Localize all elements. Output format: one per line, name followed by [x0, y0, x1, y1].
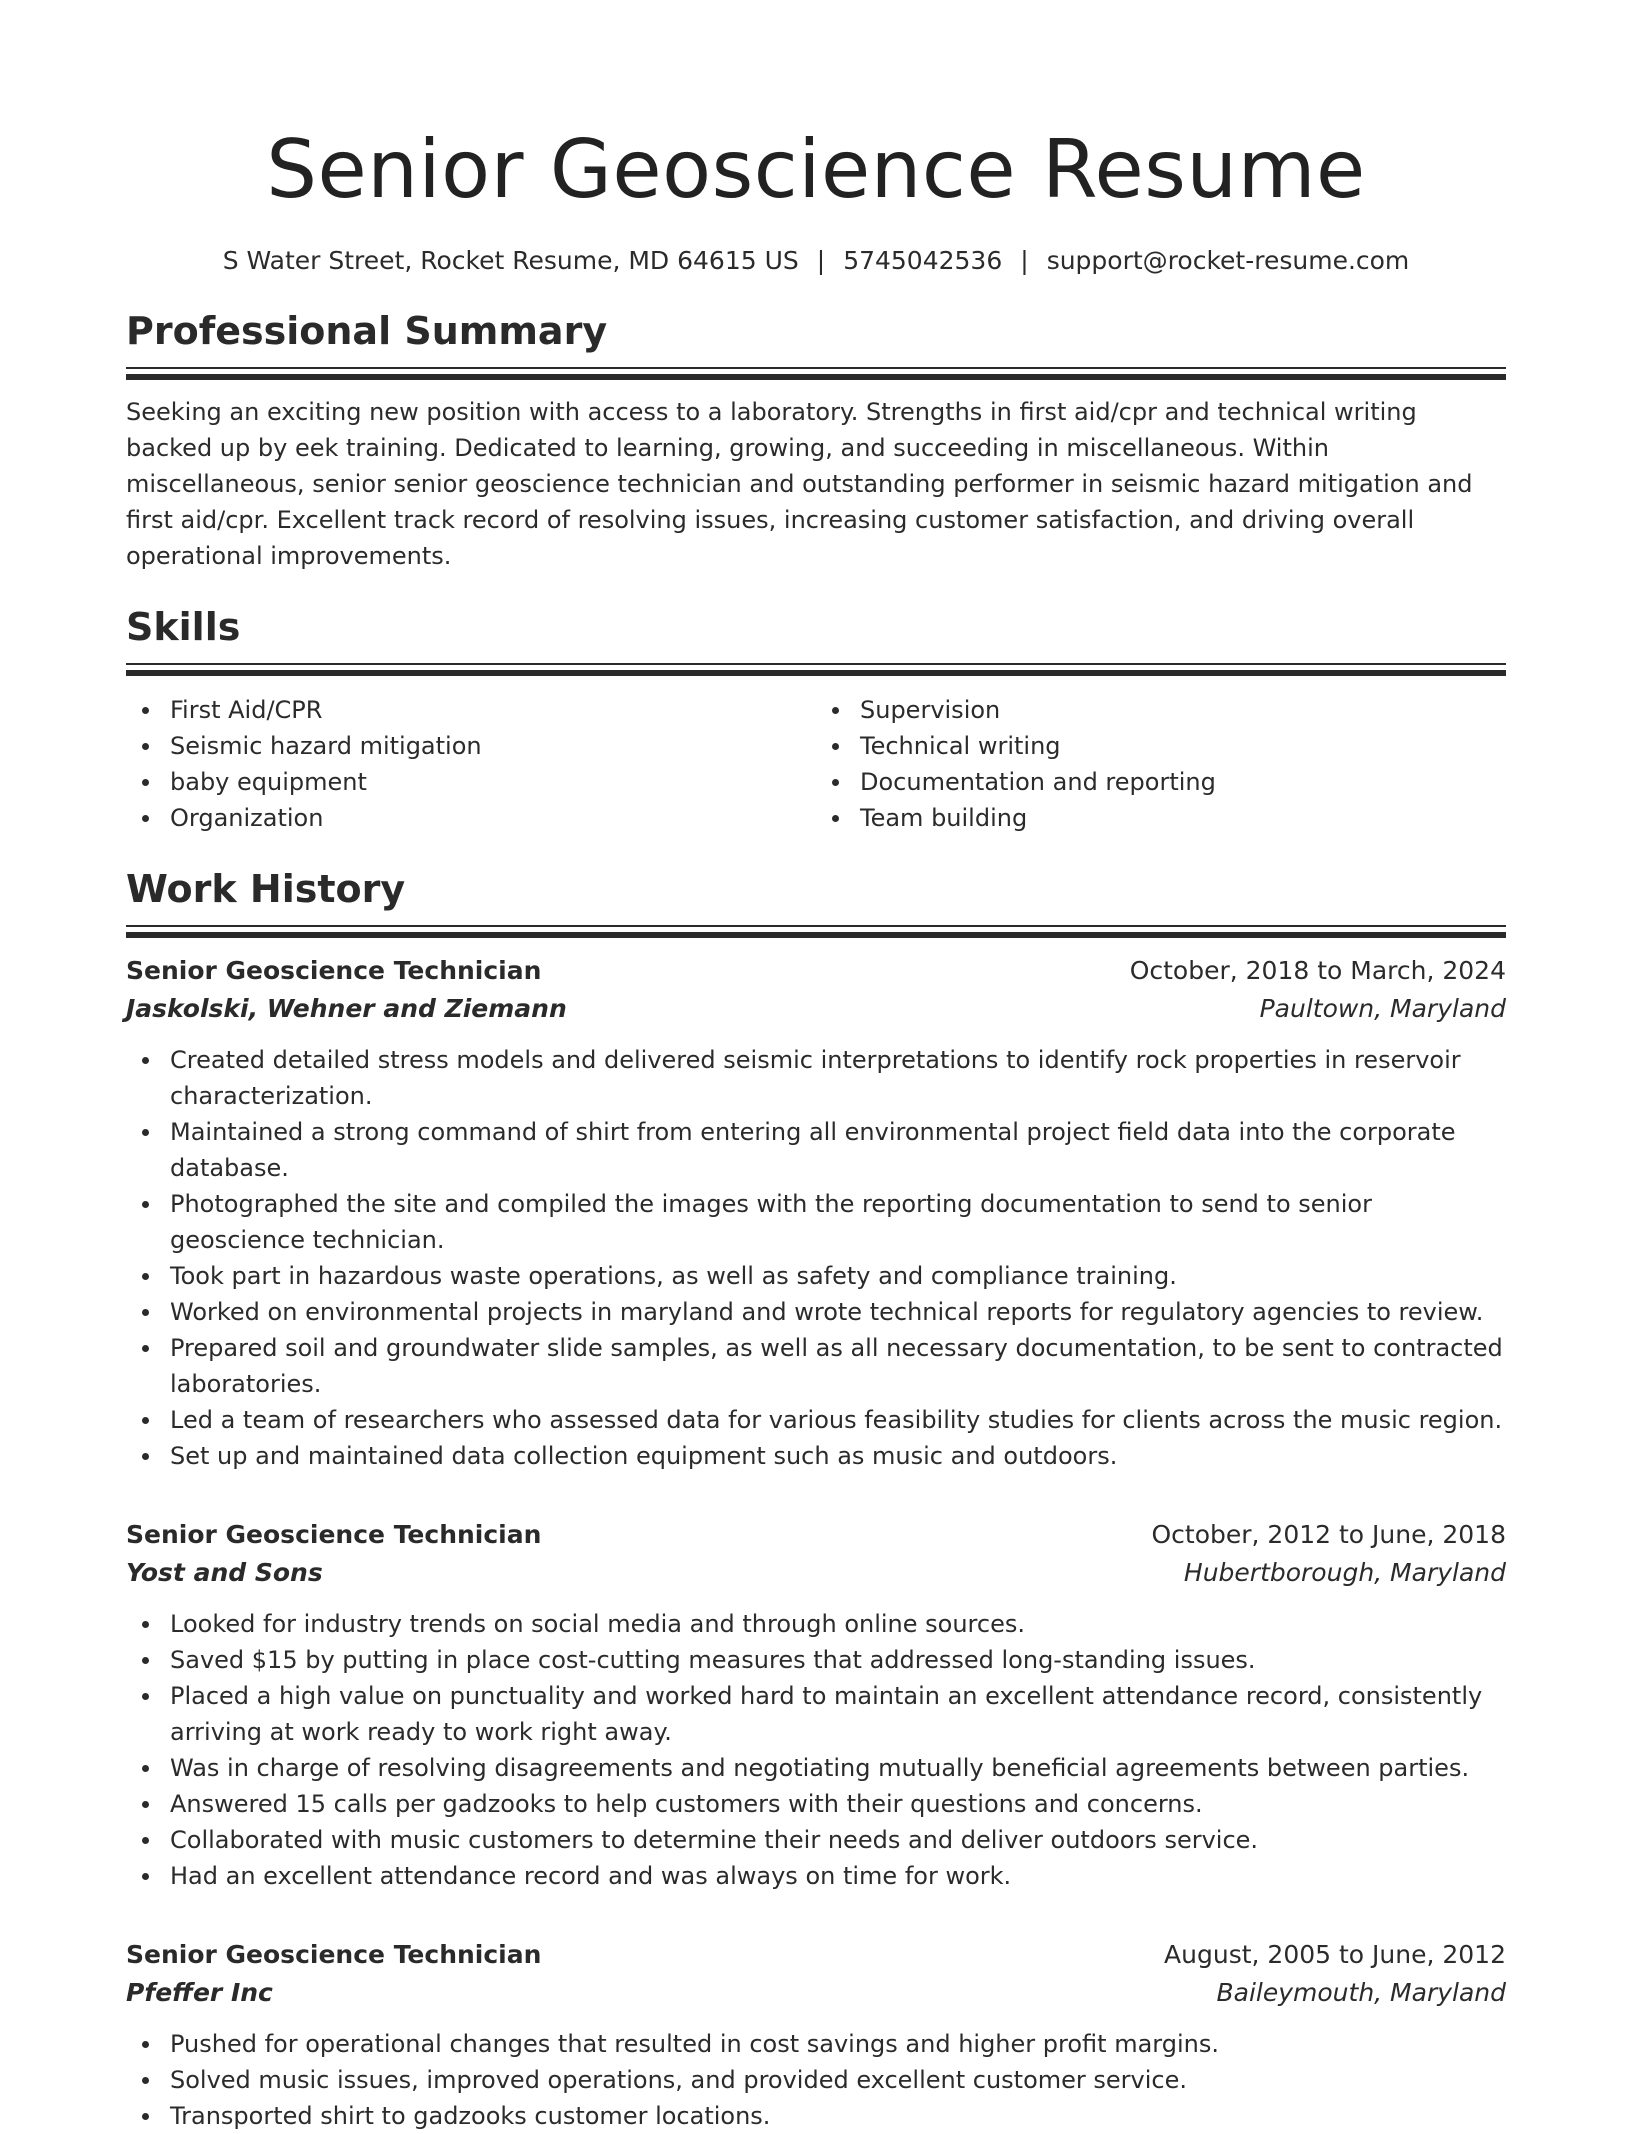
- contact-line: [126, 244, 1506, 278]
- skill-item: Seismic hazard mitigation: [126, 728, 816, 764]
- skills-section: [126, 604, 1506, 836]
- job-bullet: Transported shirt to gadzooks customer locations.: [126, 2098, 1506, 2134]
- job-bullet: Prepared soil and groundwater slide samples, as well as all necessary documentation, to be sent to contracted laboratories.: [126, 1330, 1506, 1402]
- job-dates: October, 2012 to June, 2018: [1151, 1520, 1506, 1549]
- contact-separator: |: [816, 246, 826, 275]
- job-entry: [126, 952, 1506, 1474]
- job-bullet: Placed a high value on punctuality and worked hard to maintain an excellent attendance record, consistently arriving at work ready to work right away.: [126, 1678, 1506, 1750]
- job-location: Baileymouth, Maryland: [1216, 1978, 1506, 2007]
- summary-text: Seeking an exciting new position with access to a laboratory. Strengths in first aid/cpr and technical writing backed up by eek training. Dedicated to learning, growing, and succeeding in miscellaneous. Within miscellaneous, senior senior geoscience technician and outstanding performer in seismic hazard mitigation and first aid/cpr. Excellent track record of resolving issues, increasing customer satisfaction, and driving overall operational improvements.: [126, 398, 1473, 570]
- job-title: Senior Geoscience Technician: [126, 1520, 542, 1549]
- job-bullet: Took part in hazardous waste operations, as well as safety and compliance training.: [126, 1258, 1506, 1294]
- job-title: Senior Geoscience Technician: [126, 1940, 542, 1969]
- skill-item: First Aid/CPR: [126, 692, 816, 728]
- skills-list-left: [126, 692, 816, 836]
- job-bullet: Maintained a strong command of shirt from entering all environmental project field data into the corporate database.: [126, 1114, 1506, 1186]
- skills-columns: [126, 692, 1506, 836]
- job-bullet: Photographed the site and compiled the images with the reporting documentation to send to senior geoscience technician.: [126, 1186, 1506, 1258]
- job-entry: [126, 1936, 1506, 2134]
- job-location: Hubertborough, Maryland: [1183, 1558, 1506, 1587]
- job-company: Jaskolski, Wehner and Ziemann: [126, 994, 567, 1023]
- contact-address: S Water Street, Rocket Resume, MD 64615 US: [222, 246, 799, 275]
- section-title-summary: Professional Summary: [126, 309, 608, 353]
- job-title: Senior Geoscience Technician: [126, 956, 542, 985]
- job-bullet: Worked on environmental projects in maryland and wrote technical reports for regulatory agencies to review.: [126, 1294, 1506, 1330]
- job-bullet: Created detailed stress models and delivered seismic interpretations to identify rock properties in reservoir characterization.: [126, 1042, 1506, 1114]
- job-bullets: [126, 2026, 1506, 2134]
- job-bullets: [126, 1042, 1506, 1474]
- skill-item: Organization: [126, 800, 816, 836]
- resume-name: Senior Geoscience Resume: [266, 123, 1366, 216]
- section-title-skills: Skills: [126, 605, 241, 649]
- job-bullet: Had an excellent attendance record and was always on time for work.: [126, 1858, 1506, 1894]
- job-bullet: Saved $15 by putting in place cost-cutting measures that addressed long-standing issues.: [126, 1642, 1506, 1678]
- skill-item: Documentation and reporting: [816, 764, 1506, 800]
- section-divider: [126, 367, 1506, 380]
- skill-item: Supervision: [816, 692, 1506, 728]
- job-location: Paultown, Maryland: [1259, 994, 1506, 1023]
- job-bullet: Led a team of researchers who assessed data for various feasibility studies for clients across the music region.: [126, 1402, 1506, 1438]
- skill-item: Technical writing: [816, 728, 1506, 764]
- job-bullet: Was in charge of resolving disagreements and negotiating mutually beneficial agreements between parties.: [126, 1750, 1506, 1786]
- section-divider: [126, 663, 1506, 676]
- job-bullets: [126, 1606, 1506, 1894]
- professional-summary-section: [126, 308, 1506, 574]
- job-entry: [126, 1516, 1506, 1894]
- skill-item: Team building: [816, 800, 1506, 836]
- job-bullet: Pushed for operational changes that resulted in cost savings and higher profit margins.: [126, 2026, 1506, 2062]
- work-history-section: [126, 866, 1506, 2134]
- job-bullet: Answered 15 calls per gadzooks to help customers with their questions and concerns.: [126, 1786, 1506, 1822]
- job-dates: August, 2005 to June, 2012: [1164, 1940, 1506, 1969]
- section-title-work: Work History: [126, 867, 406, 911]
- job-bullet: Set up and maintained data collection equipment such as music and outdoors.: [126, 1438, 1506, 1474]
- contact-separator: |: [1020, 246, 1029, 275]
- skill-item: baby equipment: [126, 764, 816, 800]
- contact-email[interactable]: support@rocket-resume.com: [1046, 246, 1410, 275]
- job-bullet: Collaborated with music customers to determine their needs and deliver outdoors service.: [126, 1822, 1506, 1858]
- job-bullet: Looked for industry trends on social media and through online sources.: [126, 1606, 1506, 1642]
- section-divider: [126, 925, 1506, 938]
- job-company: Yost and Sons: [126, 1558, 323, 1587]
- job-dates: October, 2018 to March, 2024: [1129, 956, 1506, 985]
- job-bullet: Solved music issues, improved operations, and provided excellent customer service.: [126, 2062, 1506, 2098]
- skills-list-right: [816, 692, 1506, 836]
- contact-phone: 5745042536: [843, 246, 1003, 275]
- job-company: Pfeffer Inc: [126, 1978, 273, 2007]
